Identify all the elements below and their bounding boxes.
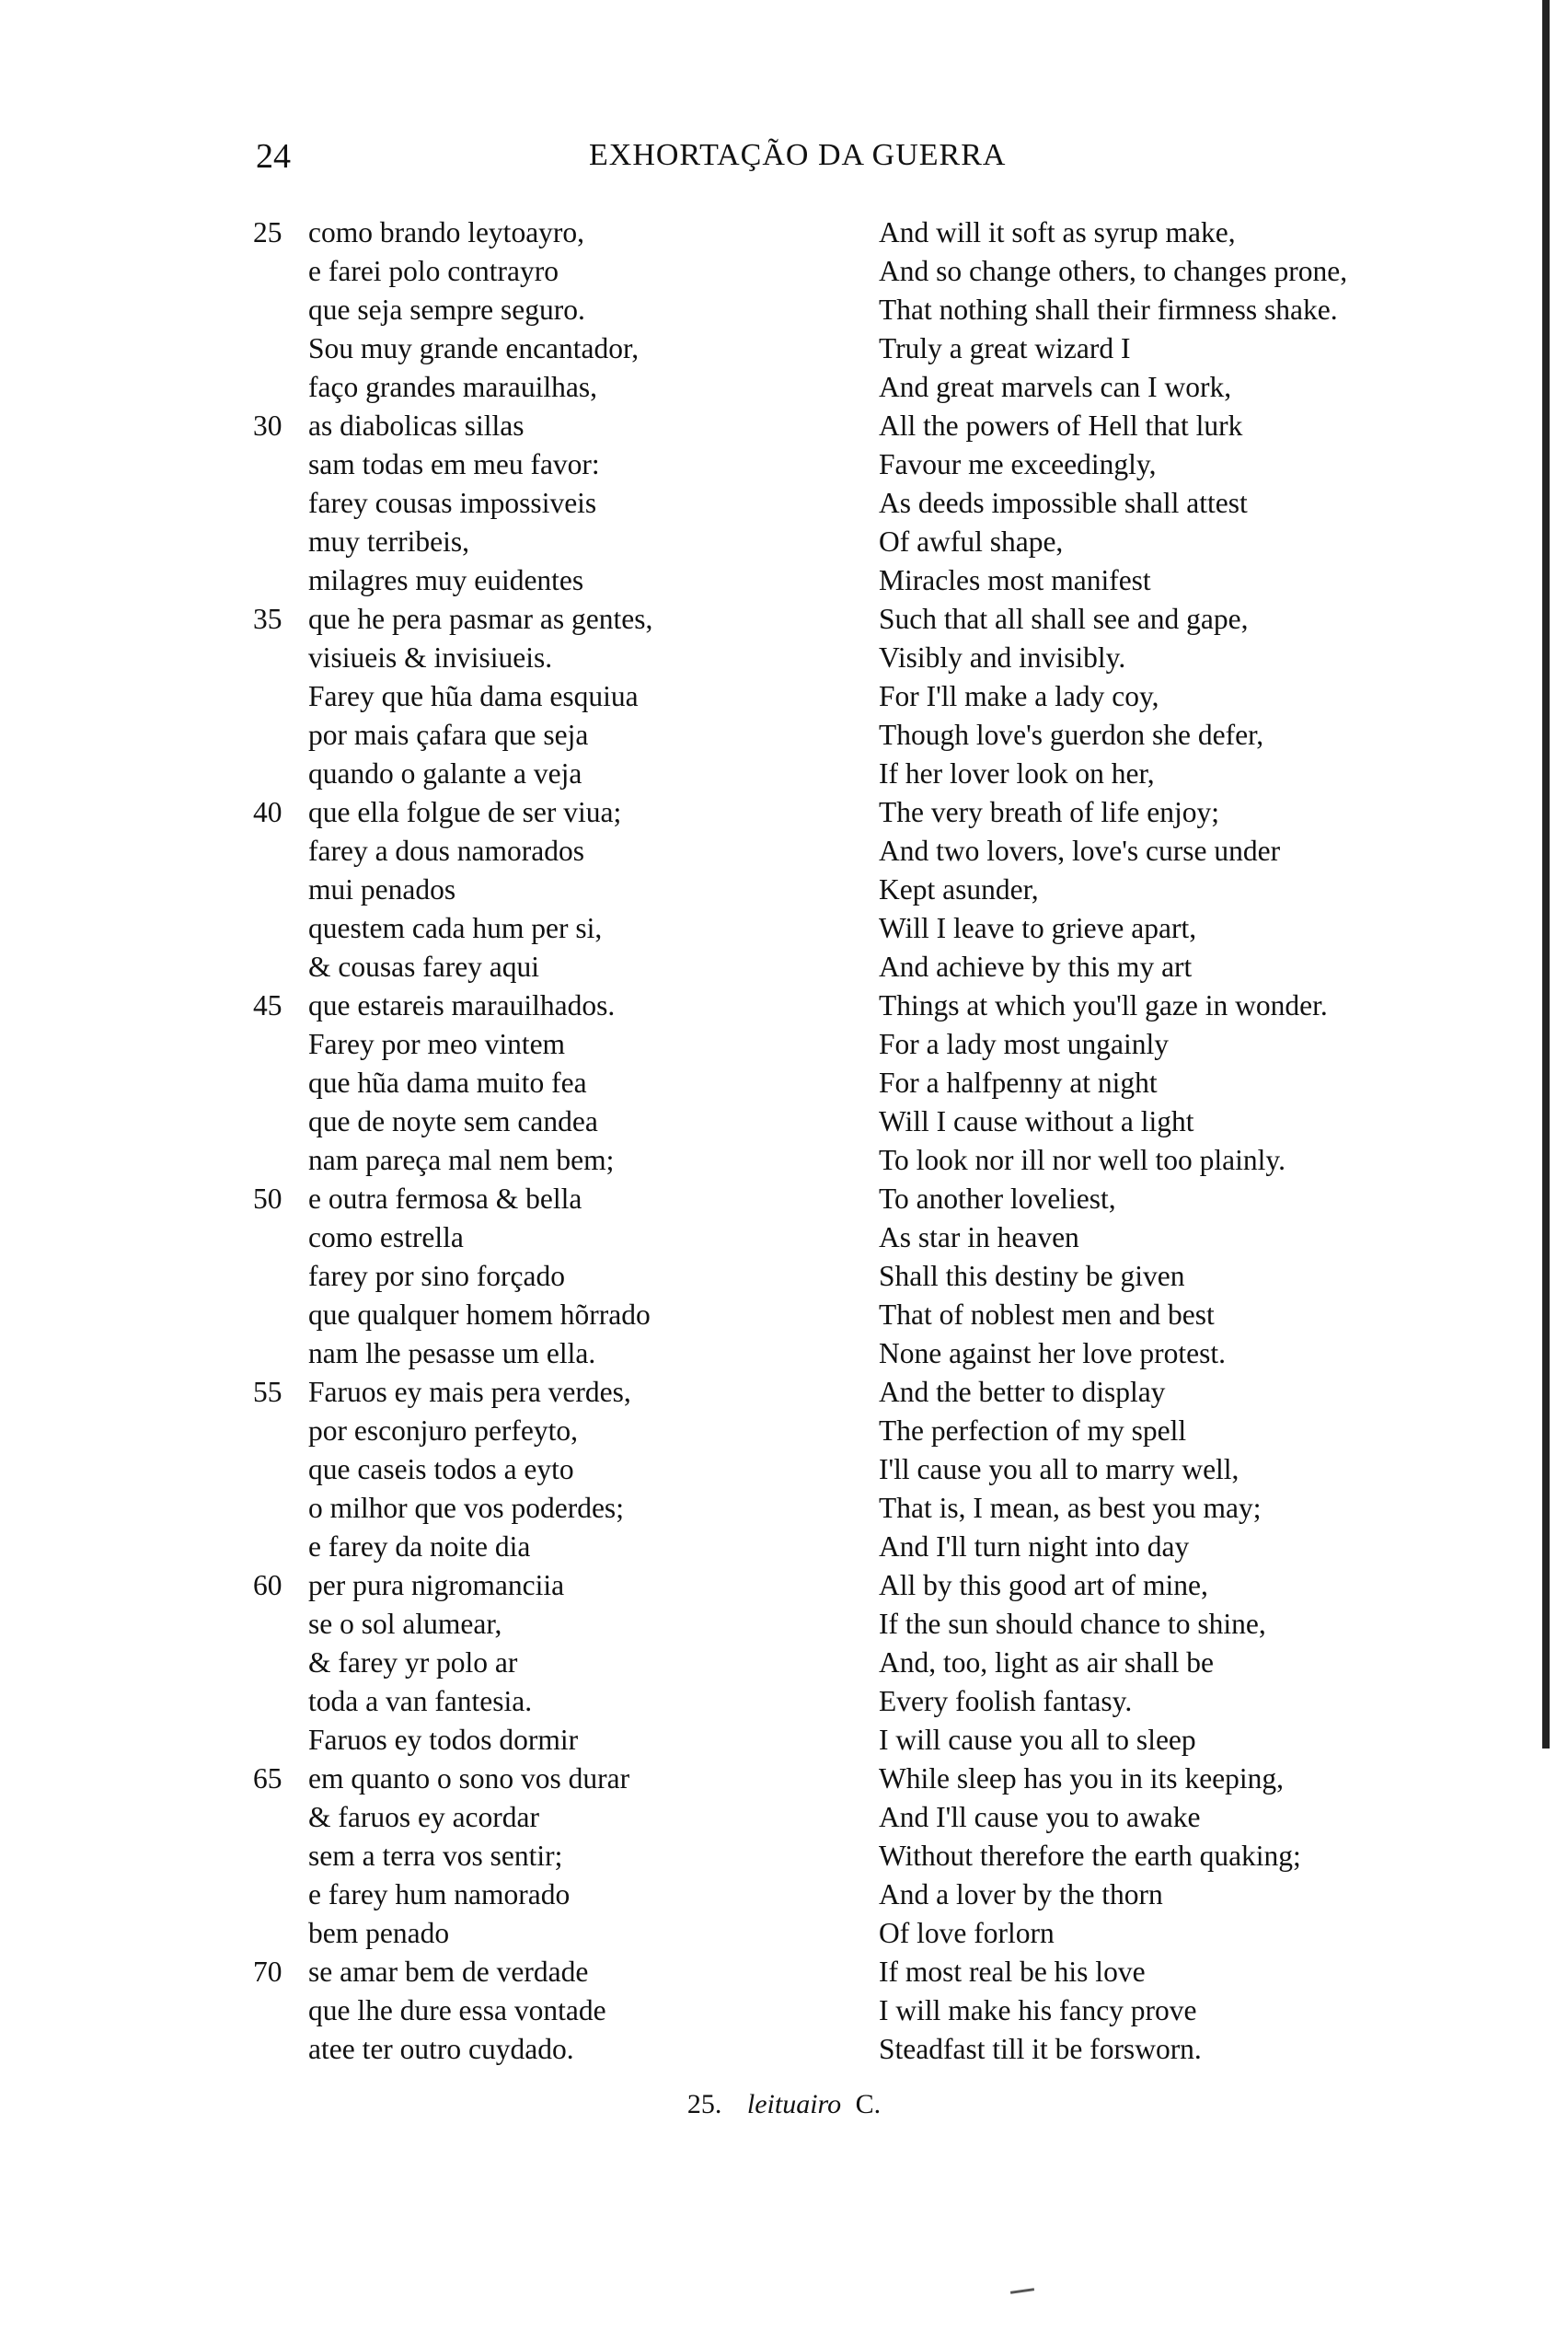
translation-line [879,214,1486,252]
verse-text: em quanto o sono vos durar [308,1762,630,1795]
verse-text: per pura nigromanciia [308,1569,565,1601]
verse-line [253,639,824,677]
translation-text: And great marvels can I work, [879,371,1232,403]
verse-text: que lhe dure essa vontade [308,1994,606,2026]
verse-line [253,600,824,639]
translation-text: To look nor ill nor well too plainly. [879,1144,1286,1176]
line-number: 55 [253,1376,282,1408]
translation-text: Though love's guerdon she defer, [879,719,1264,751]
translation-text: That of noblest men and best [879,1298,1215,1331]
translation-line [879,1180,1486,1218]
translation-line [879,1837,1486,1876]
verse-line [253,793,824,832]
translation-text: For a lady most ungainly [879,1028,1169,1060]
verse-line [253,1566,824,1605]
translation-line [879,987,1486,1025]
translation-line [879,291,1486,329]
verse-text: que qualquer homem hõrrado [308,1298,651,1331]
translation-text: Things at which you'll gaze in wonder. [879,989,1328,1021]
translation-line [879,523,1486,561]
verse-line [253,1334,824,1373]
verse-line [253,252,824,291]
translation-text: None against her love protest. [879,1337,1227,1369]
verse-line [253,1914,824,1953]
verse-text: e farey hum namorado [308,1878,571,1910]
translation-text: And so change others, to changes prone, [879,255,1348,287]
translation-line [879,1991,1486,2030]
verse-line [253,214,824,252]
translation-line [879,368,1486,407]
verse-line [253,1798,824,1837]
line-number: 30 [253,410,282,442]
verse-text: & faruos ey acordar [308,1801,540,1833]
verse-text: que de noyte sem candea [308,1105,598,1137]
translation-text: Shall this destiny be given [879,1260,1185,1292]
running-title: EXHORTAÇÃO DA GUERRA [589,138,1007,172]
translation-text: For a halfpenny at night [879,1067,1158,1099]
verse-line [253,1876,824,1914]
verse-line [253,871,824,909]
verse-line [253,677,824,716]
translation-line [879,407,1486,445]
verse-line [253,329,824,368]
verse-line [253,1682,824,1721]
translation-line [879,948,1486,987]
translation-line [879,1876,1486,1914]
translation-line [879,1064,1486,1102]
translation-line [879,1102,1486,1141]
translation-text: The perfection of my spell [879,1414,1187,1447]
translation-text: And will it soft as syrup make, [879,216,1236,248]
verse-line [253,1489,824,1528]
translation-text: Without therefore the earth quaking; [879,1840,1301,1872]
running-head [0,136,1568,182]
verse-line [253,561,824,600]
translation-text: Will I leave to grieve apart, [879,912,1197,944]
verse-line [253,1837,824,1876]
translation-line [879,1025,1486,1064]
verse-text: nam pareça mal nem bem; [308,1144,615,1176]
translation-text: For I'll make a lady coy, [879,680,1159,712]
verse-line [253,1528,824,1566]
verse-text: e farei polo contrayro [308,255,559,287]
verse-text: farey a dous namorados [308,835,585,867]
stray-ink-mark [1010,2288,1034,2294]
verse-text: que he pera pasmar as gentes, [308,603,653,635]
translation-line [879,1644,1486,1682]
line-number: 70 [253,1956,282,1988]
page-binding-edge [1542,0,1550,1749]
verse-line [253,1257,824,1296]
translation-line [879,329,1486,368]
english-translation-column [879,214,1486,2069]
translation-text: And the better to display [879,1376,1166,1408]
verse-line [253,1180,824,1218]
translation-line [879,832,1486,871]
verse-line [253,1373,824,1412]
verse-line [253,948,824,987]
translation-line [879,909,1486,948]
verse-text: Faruos ey mais pera verdes, [308,1376,631,1408]
translation-line [879,600,1486,639]
verse-line [253,484,824,523]
verse-text: que hũa dama muito fea [308,1067,587,1099]
translation-line [879,1412,1486,1450]
verse-text: como brando leytoayro, [308,216,585,248]
verse-text: sam todas em meu favor: [308,448,600,480]
translation-text: Miracles most manifest [879,564,1151,596]
verse-text: e farey da noite dia [308,1530,531,1563]
translation-line [879,1450,1486,1489]
translation-text: That is, I mean, as best you may; [879,1492,1262,1524]
verse-line [253,1953,824,1991]
footnote [0,2089,1568,2120]
line-number: 60 [253,1569,282,1601]
translation-text: As deeds impossible shall attest [879,487,1248,519]
translation-text: I'll cause you all to marry well, [879,1453,1239,1485]
translation-line [879,1218,1486,1257]
verse-line [253,1721,824,1760]
translation-line [879,561,1486,600]
translation-line [879,1566,1486,1605]
verse-line [253,291,824,329]
translation-text: And, too, light as air shall be [879,1646,1214,1679]
translation-line [879,252,1486,291]
translation-line [879,1141,1486,1180]
verse-text: o milhor que vos poderdes; [308,1492,624,1524]
verse-text: Farey que hũa dama esquiua [308,680,639,712]
page-number: 24 [256,137,291,176]
translation-text: If the sun should chance to shine, [879,1608,1266,1640]
translation-text: And two lovers, love's curse under [879,835,1281,867]
verse-line [253,523,824,561]
verse-text: que ella folgue de ser viua; [308,796,622,828]
verse-line [253,407,824,445]
verse-text: farey por sino forçado [308,1260,566,1292]
verse-text: faço grandes marauilhas, [308,371,597,403]
verse-line [253,1605,824,1644]
verse-text: Farey por meo vintem [308,1028,566,1060]
translation-text: And I'll turn night into day [879,1530,1190,1563]
verse-text: que caseis todos a eyto [308,1453,574,1485]
verse-text: farey cousas impossiveis [308,487,597,519]
verse-line [253,1644,824,1682]
translation-line [879,1914,1486,1953]
line-number: 25 [253,216,282,248]
verse-text: como estrella [308,1221,464,1253]
translation-line [879,793,1486,832]
translation-text: That nothing shall their firmness shake. [879,294,1338,326]
translation-text: If her lover look on her, [879,757,1155,790]
verse-text: quando o galante a veja [308,757,582,790]
footnote-line-number: 25. [686,2089,722,2119]
verse-line [253,1218,824,1257]
verse-text: se amar bem de verdade [308,1956,589,1988]
translation-text: Visibly and invisibly. [879,641,1126,674]
verse-line [253,1141,824,1180]
translation-text: To another loveliest, [879,1183,1116,1215]
translation-line [879,1334,1486,1373]
verse-text: Sou muy grande encantador, [308,332,640,364]
verse-line [253,1102,824,1141]
translation-text: While sleep has you in its keeping, [879,1762,1285,1795]
verse-line [253,1450,824,1489]
verse-text: mui penados [308,873,456,906]
translation-line [879,2030,1486,2069]
verse-text: Faruos ey todos dormir [308,1724,579,1756]
translation-line [879,1605,1486,1644]
verse-text: sem a terra vos sentir; [308,1840,563,1872]
verse-text: por mais çafara que seja [308,719,589,751]
verse-line [253,368,824,407]
translation-text: Steadfast till it be forsworn. [879,2033,1202,2065]
translation-text: And a lover by the thorn [879,1878,1163,1910]
translation-line [879,1296,1486,1334]
verse-line [253,987,824,1025]
verse-text: toda a van fantesia. [308,1685,533,1717]
translation-text: And achieve by this my art [879,951,1193,983]
line-number: 35 [253,603,282,635]
verse-text: visiueis & invisiueis. [308,641,553,674]
translation-line [879,639,1486,677]
verse-text: e outra fermosa & bella [308,1183,582,1215]
translation-line [879,677,1486,716]
translation-text: Every foolish fantasy. [879,1685,1133,1717]
verse-line [253,716,824,755]
verse-line [253,755,824,793]
verse-text: se o sol alumear, [308,1608,502,1640]
translation-line [879,1489,1486,1528]
translation-line [879,1721,1486,1760]
translation-line [879,445,1486,484]
translation-line [879,1257,1486,1296]
verse-text: muy terribeis, [308,525,469,558]
footnote-variant-reading: leituairo [746,2089,842,2119]
translation-line [879,1528,1486,1566]
verse-text: milagres muy euidentes [308,564,584,596]
translation-line [879,716,1486,755]
translation-text: If most real be his love [879,1956,1146,1988]
translation-line [879,1760,1486,1798]
verse-text: questem cada hum per si, [308,912,603,944]
translation-text: Will I cause without a light [879,1105,1194,1137]
translation-text: I will make his fancy prove [879,1994,1197,2026]
translation-line [879,1798,1486,1837]
verse-text: bem penado [308,1917,450,1949]
translation-line [879,1953,1486,1991]
verse-line [253,1025,824,1064]
translation-text: As star in heaven [879,1221,1079,1253]
translation-text: All by this good art of mine, [879,1569,1208,1601]
translation-text: The very breath of life enjoy; [879,796,1219,828]
translation-text: Truly a great wizard I [879,332,1131,364]
verse-text: as diabolicas sillas [308,410,525,442]
translation-line [879,484,1486,523]
verse-text: que seja sempre seguro. [308,294,585,326]
verse-line [253,1296,824,1334]
footnote-source-siglum: C. [855,2089,882,2119]
line-number: 45 [253,989,282,1021]
line-number: 50 [253,1183,282,1215]
verse-line [253,445,824,484]
line-number: 65 [253,1762,282,1795]
translation-line [879,1682,1486,1721]
translation-text: And I'll cause you to awake [879,1801,1201,1833]
translation-line [879,871,1486,909]
verse-line [253,832,824,871]
verse-text: por esconjuro perfeyto, [308,1414,579,1447]
translation-text: All the powers of Hell that lurk [879,410,1243,442]
translation-text: Of love forlorn [879,1917,1055,1949]
translation-text: Of awful shape, [879,525,1064,558]
translation-line [879,1373,1486,1412]
translation-line [879,755,1486,793]
verse-text: que estareis marauilhados. [308,989,616,1021]
translation-text: I will cause you all to sleep [879,1724,1196,1756]
translation-text: Favour me exceedingly, [879,448,1157,480]
verse-text: & cousas farey aqui [308,951,540,983]
verse-text: atee ter outro cuydado. [308,2033,574,2065]
verse-line [253,1064,824,1102]
verse-text: & farey yr polo ar [308,1646,518,1679]
translation-text: Such that all shall see and gape, [879,603,1249,635]
verse-line [253,2030,824,2069]
translation-text: Kept asunder, [879,873,1039,906]
verse-line [253,1991,824,2030]
portuguese-verse-column [253,214,824,2069]
verse-line [253,909,824,948]
verse-line [253,1412,824,1450]
line-number: 40 [253,796,282,828]
verse-text: nam lhe pesasse um ella. [308,1337,596,1369]
verse-line [253,1760,824,1798]
